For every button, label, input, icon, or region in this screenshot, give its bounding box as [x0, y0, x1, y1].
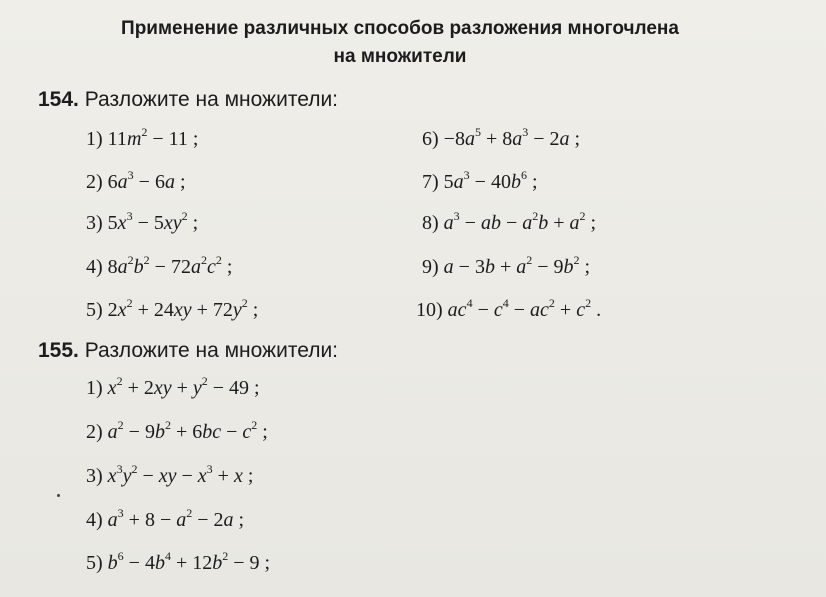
exercise-item: 9) $a - 3b + a^2 - 9b^2$ ; [422, 253, 591, 278]
exercise-item: 5) $2x^2 + 24xy + 72y^2$ ; [86, 296, 259, 321]
exercise-item: 8) $a^3$ − ab − $a^2b + a^2$ ; [422, 209, 597, 234]
exercise-item: 3) $x^3y^2$ − xy − $x^3 + x$ ; [86, 462, 254, 487]
exercise-item: 4) $a^3 + 8 - a^2 - 2a$ ; [86, 506, 245, 531]
exercise-item: 1) $x^2 + 2xy + y^2 - 49$ ; [86, 374, 260, 399]
page-title-line2: на множители [333, 46, 467, 67]
page-title: Применение различных способов разложения многочлена [121, 18, 679, 39]
exercise-item: 1) $11m^2 - 11$ ; [86, 125, 199, 150]
exercise-item: 7) $5a^3 - 40b^6$ ; [422, 168, 538, 193]
exercise-prompt: Разложите на множители: [84, 88, 339, 111]
exercise-item: 2) $a^2 - 9b^2 + 6bc - c^2$ ; [86, 418, 268, 443]
exercise-item: 2) $6a^3 - 6a$ ; [86, 168, 186, 193]
exercise-item: 4) $8a^2b^2 - 72a^2c^2$ ; [86, 253, 233, 278]
exercise-item: 3) $5x^3 - 5xy^2$ ; [86, 209, 199, 234]
exercise-item: $6) -8a^5 + 8a^3 - 2a$ ; [422, 125, 581, 150]
exercise-154-header [38, 88, 338, 112]
speck [57, 494, 60, 497]
exercise-prompt: Разложите на множители: [84, 339, 339, 362]
exercise-item: 5) $b^6 - 4b^4 + 12b^2 - 9$ ; [86, 549, 271, 574]
exercise-item: 10) $ac^4 - c^4 - ac^2 + c^2$ . [416, 296, 602, 321]
exercise-155-header [38, 339, 338, 363]
exercise-number: 155. [38, 339, 79, 362]
exercise-number: 154. [38, 88, 79, 111]
